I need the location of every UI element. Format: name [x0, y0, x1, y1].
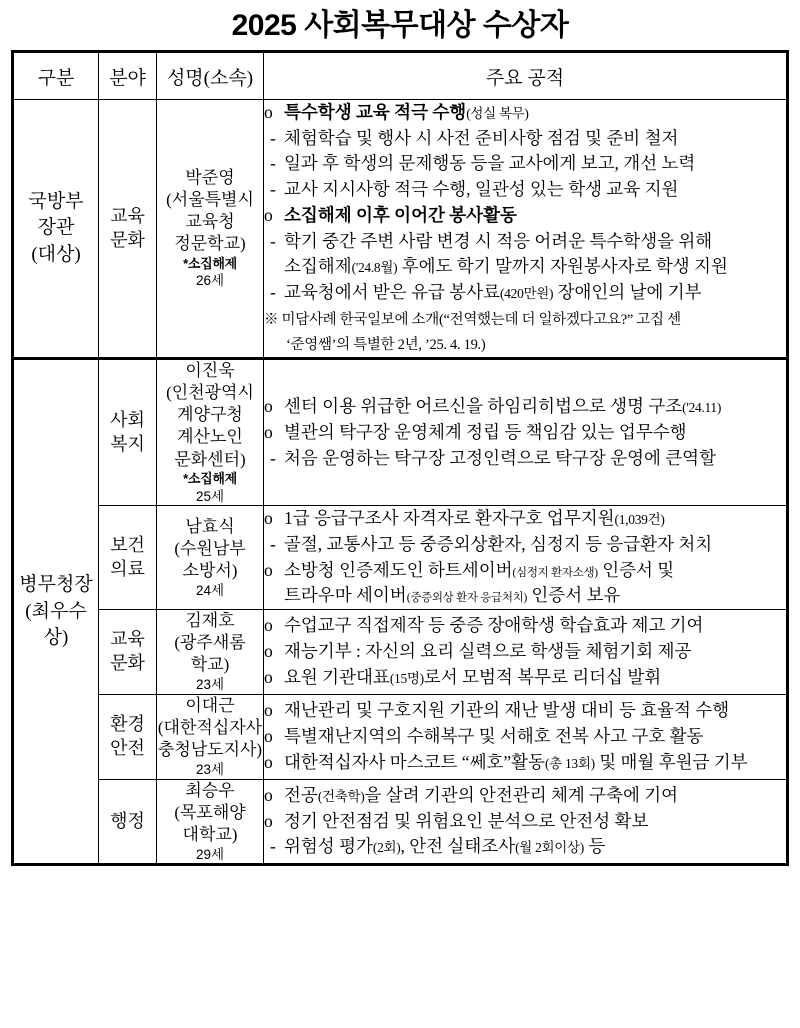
category-line: (대상) [31, 243, 81, 265]
field-cell [99, 609, 157, 694]
page-title: 2025 사회복무대상 수상자 [231, 9, 569, 42]
merit-text: 교사 지시사항 적극 수행, 일관성 있는 학생 교육 지원 [284, 179, 679, 200]
field-cell [99, 100, 157, 359]
person-org-line: 학교) [190, 655, 230, 675]
merit-line [264, 506, 786, 532]
field-line: 사회 [110, 410, 145, 431]
person-org-line: 대학교) [182, 824, 238, 844]
person-name: 최승우 [185, 780, 235, 800]
person-org-line: (목포해양 [174, 802, 246, 822]
category-line: 국방부 [28, 191, 84, 213]
merit-line [264, 583, 786, 609]
merit-text: 위험성 평가 [284, 836, 373, 857]
person-cell [157, 609, 264, 694]
person-age: 29세 [195, 846, 225, 862]
bullet-dash-icon: - [270, 836, 276, 857]
merit-line [264, 809, 786, 835]
field-cell [99, 694, 157, 779]
merit-text: 정기 안전점검 및 위험요인 분석으로 안전성 확보 [284, 810, 649, 831]
merit-text: 소방청 인증제도인 하트세이버 [284, 559, 513, 580]
merit-text: , 안전 실태조사 [400, 836, 516, 857]
person-org-line: 충청남도지사) [157, 739, 263, 759]
merit-line [264, 532, 786, 558]
merit-line [264, 783, 786, 809]
bullet-circle-icon: o [264, 508, 273, 529]
merit-line [264, 665, 786, 691]
merit-text: 등 [583, 836, 606, 857]
bullet-dash-icon: - [270, 153, 276, 174]
merit-text: 트라우마 세이버 [284, 585, 407, 606]
merit-line [264, 177, 786, 203]
merit-annotation: (총 13회) [544, 755, 595, 771]
field-line: 환경 [110, 714, 145, 735]
merit-line [264, 750, 786, 776]
person-org-line: (인천광역시 [166, 383, 254, 403]
bullet-circle-icon: o [264, 751, 273, 772]
bullet-dash-icon: - [270, 179, 276, 200]
merit-line [264, 724, 786, 750]
person-cell [157, 779, 264, 865]
merit-text: 특별재난지역의 수해복구 및 서해호 전복 사고 구호 활동 [284, 725, 704, 746]
merit-line [264, 229, 786, 255]
merit-text: 골절, 교통사고 등 중증외상환자, 심정지 등 응급환자 처치 [284, 533, 713, 554]
merit-annotation: (2회) [372, 840, 401, 856]
merit-text: 장애인의 날에 기부 [553, 282, 702, 303]
person-org-line: 소방서) [182, 560, 238, 580]
merit-line [264, 639, 786, 665]
column-header-category: 구분 [13, 52, 99, 100]
field-line: 안전 [110, 737, 145, 758]
merit-text: 센터 이용 위급한 어르신을 하임리히법으로 생명 구조 [284, 396, 683, 417]
merit-text-strong: 특수학생 교육 적극 수행 [284, 102, 467, 122]
merit-text: 인증서 보유 [527, 585, 621, 606]
merit-annotation: (심정지 환자소생) [512, 566, 598, 579]
person-cell [157, 506, 264, 610]
merit-cell [264, 694, 788, 779]
merit-text: 재능기부 : 자신의 요리 실력으로 학생들 체험기회 제공 [284, 641, 692, 662]
merit-text: 을 살려 기관의 안전관리 체계 구축에 기여 [364, 784, 679, 805]
merit-line [264, 394, 786, 420]
person-org-line: 문화센터) [174, 449, 246, 469]
merit-text: 수업교구 직접제작 등 중증 장애학생 학습효과 제고 기여 [284, 615, 704, 636]
merit-line [264, 698, 786, 724]
merit-annotation: (420만원) [499, 286, 554, 302]
merit-line [264, 834, 786, 860]
merit-cell [264, 506, 788, 610]
bullet-dash-icon: - [270, 282, 276, 303]
merit-cell [264, 779, 788, 865]
table-row [13, 100, 788, 359]
person-release-note: *소집해제 [183, 255, 237, 271]
field-line: 복지 [110, 433, 145, 454]
merit-text: 체험학습 및 행사 시 사전 준비사항 점검 및 준비 철저 [284, 127, 679, 148]
table-row [13, 779, 788, 865]
column-header-field: 분야 [99, 52, 157, 100]
bullet-circle-icon: o [264, 810, 273, 831]
bullet-circle-icon: o [264, 784, 273, 805]
person-name: 이진욱 [185, 361, 235, 381]
bullet-circle-icon: o [264, 396, 273, 417]
category-cell [13, 359, 99, 865]
field-cell [99, 506, 157, 610]
merit-line [264, 151, 786, 177]
merit-annotation: (건축학) [317, 788, 365, 804]
merit-line: ‘준영쌤’의 특별한 2년, ’25. 4. 19.) [286, 337, 486, 354]
field-line: 의료 [110, 558, 145, 579]
merit-text: 일과 후 학생의 문제행동 등을 교사에게 보고, 개선 노력 [284, 153, 696, 174]
merit-text: 학기 중간 주변 사람 변경 시 적응 어려운 특수학생을 위해 [284, 230, 713, 251]
category-line: 장관 [37, 217, 75, 239]
table-body [13, 100, 788, 865]
field-line: 보건 [110, 535, 145, 556]
merit-text: 별관의 탁구장 운영체계 정립 등 책임감 있는 업무수행 [284, 421, 687, 442]
merit-text: 인증서 및 [597, 559, 675, 580]
merit-text: 1급 응급구조사 자격자로 환자구호 업무지원 [284, 508, 615, 529]
merit-text: 후에도 학기 말까지 자원봉사자로 학생 지원 [397, 256, 728, 277]
person-age: 25세 [195, 488, 225, 504]
field-line: 교육 [110, 206, 145, 227]
merit-line [264, 420, 786, 446]
merit-line [264, 100, 786, 126]
merit-annotation: (중증외상 환자 응급처치) [406, 592, 528, 605]
bullet-circle-icon: o [264, 615, 273, 636]
merit-annotation: ('24.11) [682, 400, 722, 416]
person-org-line: 계산노인 [177, 427, 243, 447]
bullet-circle-icon: o [264, 641, 273, 662]
person-age: 24세 [195, 582, 225, 598]
merit-cell [264, 609, 788, 694]
merit-annotation: (15명) [389, 670, 424, 686]
field-line: 문화 [110, 652, 145, 673]
category-cell [13, 100, 99, 359]
bullet-dash-icon: - [270, 230, 276, 251]
bullet-circle-icon: o [264, 666, 273, 687]
merit-line [264, 203, 786, 229]
category-line: 병무청장 [19, 574, 93, 596]
field-cell [99, 779, 157, 865]
table-header-row [13, 52, 788, 100]
person-cell [157, 694, 264, 779]
merit-cell [264, 100, 788, 359]
person-name: 김재호 [185, 610, 235, 630]
merit-annotation: ('24.8월) [351, 260, 398, 276]
person-org-line: 정문학교) [174, 234, 246, 254]
bullet-circle-icon: o [264, 559, 273, 580]
merit-line [264, 280, 786, 306]
person-org-line: (대한적십자사 [157, 717, 263, 737]
person-age: 23세 [195, 677, 225, 693]
person-org-line: (광주새롬 [174, 633, 246, 653]
person-name: 이대근 [185, 695, 235, 715]
person-org-line: 교육청 [185, 212, 235, 232]
person-age: 23세 [195, 762, 225, 778]
merit-text: 로서 모범적 복무로 리더십 발휘 [423, 666, 662, 687]
category-line: (최우수상) [25, 600, 87, 648]
person-age: 26세 [195, 273, 225, 289]
bullet-dash-icon: - [270, 447, 276, 468]
merit-text: 재난관리 및 구호지원 기관의 재난 발생 대비 등 효율적 수행 [284, 700, 730, 721]
person-cell [157, 100, 264, 359]
award-table [11, 50, 789, 866]
merit-text: 교육청에서 받은 유급 봉사료 [284, 282, 500, 303]
bullet-circle-icon: o [264, 102, 273, 122]
table-row [13, 506, 788, 610]
merit-line: ※ 미담사례 한국일보에 소개(“전역했는데 더 일하겠다고요?” 고집 센 [264, 311, 681, 328]
merit-line [264, 613, 786, 639]
merit-text: 대한적십자사 마스코트 “쎄호”활동 [284, 751, 545, 772]
bullet-circle-icon: o [264, 204, 273, 225]
bullet-circle-icon: o [264, 421, 273, 442]
merit-text: 처음 운영하는 탁구장 고정인력으로 탁구장 운영에 큰역할 [284, 447, 716, 468]
merit-line [264, 126, 786, 152]
merit-line [264, 558, 786, 584]
merit-text: 전공 [284, 784, 318, 805]
field-cell [99, 359, 157, 506]
column-header-person: 성명(소속) [157, 52, 264, 100]
merit-text: 요원 기관대표 [284, 666, 390, 687]
merit-line [264, 446, 786, 472]
field-line: 문화 [110, 229, 145, 250]
merit-cell [264, 359, 788, 506]
table-row [13, 609, 788, 694]
field-line: 행정 [110, 810, 145, 831]
merit-text: 및 매월 후원금 기부 [594, 751, 748, 772]
person-name: 박준영 [185, 168, 235, 188]
table-row [13, 359, 788, 506]
merit-line [264, 254, 786, 280]
person-cell [157, 359, 264, 506]
table-row [13, 694, 788, 779]
merit-text-strong: 소집해제 이후 이어간 봉사활동 [284, 204, 517, 225]
merit-annotation: (1,039건) [614, 512, 665, 528]
column-header-merit: 주요 공적 [264, 52, 788, 100]
person-org-line: (수원남부 [174, 538, 246, 558]
field-line: 교육 [110, 629, 145, 650]
bullet-circle-icon: o [264, 725, 273, 746]
merit-annotation: (성실 복무) [466, 106, 529, 121]
merit-text: 소집해제 [284, 256, 352, 277]
person-org-line: (서울특별시 [166, 190, 254, 210]
bullet-circle-icon: o [264, 700, 273, 721]
person-name: 남효식 [185, 516, 235, 536]
person-org-line: 계양구청 [177, 405, 243, 425]
merit-annotation: (월 2회이상) [515, 840, 584, 856]
person-release-note: *소집해제 [183, 470, 237, 486]
bullet-dash-icon: - [270, 127, 276, 148]
bullet-dash-icon: - [270, 533, 276, 554]
